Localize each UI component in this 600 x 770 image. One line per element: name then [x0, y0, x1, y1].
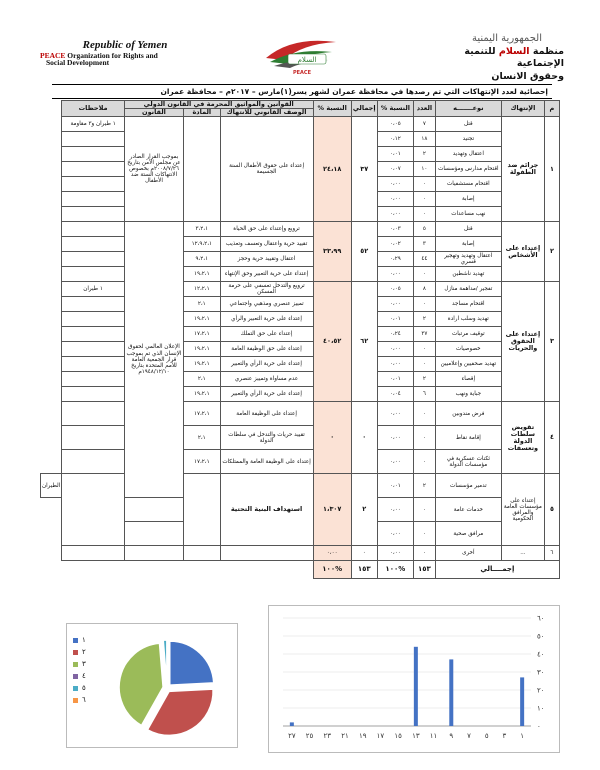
arabic-header [424, 32, 564, 84]
legend-label: ١ [82, 636, 86, 644]
cell-desc: إعتداء على الوظيفة العامة [220, 402, 313, 426]
col-desc: الوصف القانوني للانتهاك [220, 109, 313, 117]
table-row [41, 252, 560, 267]
cell-note [62, 342, 125, 357]
x-tick-label: ٢٧ [288, 732, 296, 740]
y-tick-label: ٢٠ [537, 686, 545, 695]
bar [290, 722, 294, 726]
bar-chart [268, 605, 560, 753]
cell-article: ١٩،٢،١ [184, 267, 221, 282]
cell-pct: ٠،٠١ [377, 147, 414, 162]
group-total-pct: ٣٣،٩٩ [313, 222, 351, 282]
cell-article [184, 546, 221, 561]
cell-count: ٢ [414, 312, 436, 327]
cell-article: ٢،١ [184, 297, 221, 312]
col-violation: الإنتهاك [501, 101, 544, 117]
x-tick-label: ٩ [449, 732, 454, 740]
cell-note [62, 450, 125, 474]
pie-slice [163, 640, 167, 684]
cell-type: تدمير مؤسسات [435, 474, 501, 498]
cell-type: اعتقال وتهديد [435, 147, 501, 162]
cell-note [62, 177, 125, 192]
cell-law [124, 546, 183, 561]
bar [520, 677, 524, 726]
x-tick-label: ١٧ [376, 732, 385, 740]
cell-article: ١٧،٢،١ [184, 327, 221, 342]
cell-note [62, 327, 125, 342]
cell-pct: ٠،٢٩ [377, 252, 414, 267]
col-laws: القوانين والمواثيق المحرمة في القانون الدولي [124, 101, 313, 109]
report-title: إحصائية لعدد الإنتهاكات التي تم رصدها في محافظة عمران لشهر يسر(١)مارس – ٢٠١٧م – محافظة عمران [52, 84, 552, 99]
table-row [41, 450, 560, 474]
cell-type: مرافق صحية [435, 522, 501, 546]
cell-pct: ٠،٠٠ [377, 177, 414, 192]
x-tick-label: ٣ [502, 732, 507, 740]
bar-svg [269, 606, 561, 754]
cell-note [62, 162, 125, 177]
cell-type: اقتحام مدارس ومؤسسات [435, 162, 501, 177]
cell-type: توقيف مرتبات [435, 327, 501, 342]
group-total-pct: ٠ [313, 402, 351, 474]
pie-chart [66, 623, 238, 748]
grand-total-total-pct: %١٠٠ [313, 561, 351, 579]
cell-pct: ٠،٠٠ [377, 267, 414, 282]
cell-desc: تقييد حرية واعتقال وتعسف وتعذيب [220, 237, 313, 252]
cell-pct: ٠،٢٤ [377, 327, 414, 342]
x-tick-label: ١ [520, 732, 525, 740]
cell-type: إصابة [435, 192, 501, 207]
english-header [40, 40, 210, 67]
group-law: بموجب القرار الصادر عن مجلس الأمن بتاريخ ٢٠٠٨/٧/٢٦م بخصوص الانتهاكات الستة ضد الأطفال [124, 117, 183, 222]
grand-total-pct: %١٠٠ [377, 561, 414, 579]
group-total-pct: ٠،٠٠ [313, 546, 351, 561]
org-name-ar-line2: وحقوق الانسان [491, 71, 564, 83]
grand-total-row [41, 561, 560, 579]
cell-note [62, 387, 125, 402]
group-total: ٢ [351, 474, 377, 546]
y-tick-label: ٦٠ [537, 614, 545, 623]
table-row [41, 267, 560, 282]
group-desc: إعتداء على حقوق الأطفال السنة الجسيمة [220, 117, 313, 222]
col-law: القانون [124, 109, 183, 117]
table-row [41, 327, 560, 342]
group-violation: تقويض سلطات الدولة وتعسفات [501, 402, 544, 474]
cell-article: ١٩،٢،١ [184, 357, 221, 372]
table-row [41, 387, 560, 402]
col-total: إجمالي [351, 101, 377, 117]
legend-label: ٤ [82, 672, 86, 680]
y-tick-label: ٤٠ [537, 650, 545, 659]
group-total: ٦٢ [351, 282, 377, 402]
cell-desc: تمييز عنصري ومذهبي واجتماعي [220, 297, 313, 312]
cell-article: ١٢،٩،٢،١ [184, 237, 221, 252]
cell-note [62, 312, 125, 327]
table-row [41, 222, 560, 237]
cell-type: ثكنات عسكرية في مؤسسات الدولة [435, 450, 501, 474]
col-total-pct: النسبة % [313, 101, 351, 117]
cell-pct: ٠،٠٥ [377, 282, 414, 297]
cell-pct: ٠،٠٠ [377, 450, 414, 474]
cell-article: ١٩،٢،١ [184, 312, 221, 327]
legend-label: ٦ [82, 696, 86, 704]
group-violation: جرائم ضد الطفولة [501, 117, 544, 222]
cell-type: تهديد صحفيين وإعلاميين [435, 357, 501, 372]
group-total: ٠ [351, 546, 377, 561]
cell-desc: عدم مساواة وتمييز عنصري [220, 372, 313, 387]
cell-type: تجنيد [435, 132, 501, 147]
cell-pct: ٠،٠٠ [377, 498, 414, 522]
cell-type: تهديد ناشطين [435, 267, 501, 282]
cell-desc: إعتداء على حرية التعبير والرأي [220, 312, 313, 327]
cell-pct: ٠،٠٥ [377, 117, 414, 132]
cell-count: ٨ [414, 282, 436, 297]
cell-note [62, 546, 125, 561]
cell-note [62, 297, 125, 312]
logo-caption: PEACE [292, 70, 312, 76]
table-row [41, 342, 560, 357]
cell-count: ١٨ [414, 132, 436, 147]
cell-desc [220, 546, 313, 561]
x-tick-label: ٥ [484, 732, 489, 740]
cell-pct: ٠،٠٠ [377, 426, 414, 450]
cell-count: ٤٤ [414, 252, 436, 267]
org-word-2: للتنمية الإجتماعية [464, 45, 564, 70]
cell-count: ٠ [414, 450, 436, 474]
cell-pct: ٠،٠٠ [377, 192, 414, 207]
x-tick-label: ١١ [429, 732, 438, 740]
cell-desc: إعتداء على حق التملك [220, 327, 313, 342]
legend-label: ٥ [82, 684, 86, 692]
cell-pct: ٠،٠٠ [377, 402, 414, 426]
group-total-pct: ٢٤،١٨ [313, 117, 351, 222]
cell-count: ٣٧ [414, 327, 436, 342]
col-notes: ملاحظات [62, 101, 125, 117]
violations-table [40, 100, 560, 579]
cell-article: ١٩،٢،١ [184, 342, 221, 357]
cell-count: ٠ [414, 207, 436, 222]
cell-note [62, 267, 125, 282]
cell-count: ٠ [414, 426, 436, 450]
country-name-ar: الجمهورية اليمنية [471, 33, 542, 44]
x-tick-label: ٢١ [341, 732, 349, 740]
cell-type: إصابة [435, 237, 501, 252]
cell-note [62, 426, 125, 450]
group-desc: استهداف البنية التحتية [220, 474, 313, 546]
cell-count: ٢ [414, 474, 436, 498]
cell-count: ٠ [414, 192, 436, 207]
cell-article: ١٧،٢،١ [184, 450, 221, 474]
group-article [184, 117, 221, 222]
cell-type: تهديد وسلب ارادة [435, 312, 501, 327]
table-row [41, 117, 560, 132]
cell-pct: ٠،٠١ [377, 312, 414, 327]
table-row [41, 282, 560, 297]
y-tick-label: ٣٠ [537, 668, 545, 677]
cell-count: ٢ [414, 372, 436, 387]
x-tick-label: ٢٣ [323, 732, 332, 740]
grand-total-label: إجمــــالي [435, 561, 559, 579]
cell-type: إقصاء [435, 372, 501, 387]
col-num: م [544, 101, 559, 117]
cell-pct: ٠،٠٠ [377, 342, 414, 357]
group-num: ٣ [544, 282, 559, 402]
cell-count: ٠ [414, 546, 436, 561]
cell-article: ١٢،٢،١ [184, 282, 221, 297]
cell-type: إقامة نقاط [435, 426, 501, 450]
group-article [184, 474, 221, 546]
cell-type: تفجير /مداهمة منازل [435, 282, 501, 297]
cell-desc: إعتداء على الوظيفة العامة والممتلكات [220, 450, 313, 474]
cell-count: ٠ [414, 498, 436, 522]
bar [414, 647, 418, 726]
org-word-peace: السلام [498, 45, 530, 57]
cell-desc: إعتداء على حرية الرأي والتعبير [220, 357, 313, 372]
cell-pct: ٠،٠٠ [377, 357, 414, 372]
cell-type: أخرى [435, 546, 501, 561]
cell-article: ١٧،٢،١ [184, 402, 221, 426]
y-tick-label: ١٠ [537, 704, 545, 713]
group-law [62, 474, 125, 546]
cell-type: اقتحام مستشفيات [435, 177, 501, 192]
cell-desc: تقييد حريات والتدخل في سلطات الدولة [220, 426, 313, 450]
col-pct: النسبة % [377, 101, 414, 117]
cell-pct: ٠،٠١ [377, 474, 414, 498]
cell-count: ٠ [414, 342, 436, 357]
table-row [41, 546, 560, 561]
cell-desc: إعتداء على حق الوظيفة العامة [220, 342, 313, 357]
cell-pct: ٠،٠٤ [377, 387, 414, 402]
cell-type: نهب مساعدات [435, 207, 501, 222]
cell-type: خصوصيات [435, 342, 501, 357]
cell-note [124, 522, 183, 546]
legend-label: ٣ [82, 660, 86, 668]
group-total-pct: ٤٠،٥٢ [313, 282, 351, 402]
org-name-en-line2: Social Development [46, 58, 110, 68]
group-total: ٥٢ [351, 222, 377, 282]
cell-count: ٦ [414, 387, 436, 402]
cell-pct: ٠،٠٠ [377, 297, 414, 312]
cell-count: ٠ [414, 402, 436, 426]
peace-word: PEACE [40, 50, 66, 60]
y-tick-label: ٥٠ [537, 632, 545, 641]
col-count: العدد [414, 101, 436, 117]
group-total: ٠ [351, 402, 377, 474]
cell-count: ٠ [414, 177, 436, 192]
cell-type: قتل [435, 117, 501, 132]
col-type: نوعـــــــه [435, 101, 501, 117]
cell-pct: ٠،٠٠ [377, 546, 414, 561]
grand-total-count: ١٥٣ [414, 561, 436, 579]
table-row [41, 474, 560, 498]
table-row [41, 426, 560, 450]
pie-svg [67, 624, 239, 749]
cell-pct: ٠،١٢ [377, 132, 414, 147]
grand-total-total: ١٥٣ [351, 561, 377, 579]
group-violation: إعتداء على مؤسسات العامة والمرافق الحكومية [501, 474, 544, 546]
cell-type: فرض مندوبين [435, 402, 501, 426]
x-tick-label: ١٣ [412, 732, 420, 740]
org-name-ar-line1 [424, 46, 564, 72]
cell-article: ٣،٢،١ [184, 222, 221, 237]
cell-note [62, 357, 125, 372]
pie-slice [170, 641, 214, 685]
cell-note [62, 192, 125, 207]
cell-type: اقتحام مساجد [435, 297, 501, 312]
cell-desc: اعتقال وتقييد حرية وحجز [220, 252, 313, 267]
cell-note [62, 372, 125, 387]
cell-pct: ٠،٠٣ [377, 222, 414, 237]
cell-note: الطيران [41, 474, 62, 498]
cell-pct: ٠،٠٠ [377, 522, 414, 546]
cell-note [62, 252, 125, 267]
cell-desc: ترويع وإعتداء على حق الحياة [220, 222, 313, 237]
cell-type: خدمات عامة [435, 498, 501, 522]
cell-type: جباية ونهب [435, 387, 501, 402]
cell-type: قتل [435, 222, 501, 237]
x-tick-label: ٧ [467, 732, 471, 740]
cell-count: ٢ [414, 147, 436, 162]
table-row [41, 402, 560, 426]
cell-note [62, 147, 125, 162]
x-tick-label: ١٩ [358, 732, 367, 740]
group-num: ٢ [544, 222, 559, 282]
table-row [41, 297, 560, 312]
cell-pct: ٠،٠٢ [377, 237, 414, 252]
cell-note [62, 132, 125, 147]
org-name-en-rest: Organization for Rights and [67, 50, 158, 60]
cell-pct: ٠،٠٠ [377, 207, 414, 222]
table-row [41, 312, 560, 327]
cell-count: ١٠ [414, 162, 436, 177]
group-law: الإعلان العالمي لحقوق الإنسان الذي تم بموجب قرار الجمعية العامة للأمم المتحدة بتاريخ ١٩٤٨/١٢/١٠م [124, 222, 183, 498]
table-row [41, 372, 560, 387]
bar [449, 659, 453, 726]
empty-cell [62, 561, 313, 579]
organization-logo [262, 30, 340, 80]
group-total-pct: ١،٣٠٧ [313, 474, 351, 546]
cell-note [62, 222, 125, 237]
cell-count: ٠ [414, 522, 436, 546]
x-tick-label: ٢٥ [305, 732, 314, 740]
group-violation: إعتداء على الحقوق والحريات [501, 282, 544, 402]
cell-note [124, 498, 183, 522]
group-num: ٦ [544, 546, 559, 561]
group-total: ٣٧ [351, 117, 377, 222]
cell-pct: ٠،٠٧ [377, 162, 414, 177]
country-name-en: Republic of Yemen [82, 39, 168, 51]
cell-article: ٢،١ [184, 372, 221, 387]
cell-type: اعتقال وتهديد وتهجير قسري [435, 252, 501, 267]
cell-count: ٣ [414, 237, 436, 252]
table-row [41, 237, 560, 252]
group-num: ٥ [544, 474, 559, 546]
cell-desc: إعتداء على حرية الرأي والتعبير [220, 387, 313, 402]
col-article: المادة [184, 109, 221, 117]
group-num: ٤ [544, 402, 559, 474]
x-tick-label: ١٥ [394, 732, 402, 740]
cell-article: ٩،٢،١ [184, 252, 221, 267]
cell-note: ١ طيران و٣ مقاومة [62, 117, 125, 132]
group-violation: إعتداء على الأشخاص [501, 222, 544, 282]
cell-count: ٠ [414, 267, 436, 282]
y-tick-label: ٠ [537, 722, 541, 731]
cell-note [62, 237, 125, 252]
cell-article: ٢،١ [184, 426, 221, 450]
svg-text:السلام: السلام [297, 56, 317, 64]
org-word-1: منظمة [532, 45, 564, 57]
cell-count: ٥ [414, 222, 436, 237]
group-violation: ... [501, 546, 544, 561]
cell-desc: إعتداء على حرية التعبير وحق الإنتهاء [220, 267, 313, 282]
cell-pct: ٠،٠١ [377, 372, 414, 387]
cell-note: ١ طيران [62, 282, 125, 297]
cell-desc: ترويع والتدخل تعسفي على حرمة المسكن [220, 282, 313, 297]
cell-count: ٠ [414, 357, 436, 372]
cell-article: ١٩،٢،١ [184, 387, 221, 402]
cell-note [62, 402, 125, 426]
legend-label: ٢ [82, 648, 86, 656]
cell-count: ٧ [414, 117, 436, 132]
cell-note [62, 207, 125, 222]
cell-count: ٠ [414, 297, 436, 312]
table-row [41, 357, 560, 372]
group-num: ١ [544, 117, 559, 222]
